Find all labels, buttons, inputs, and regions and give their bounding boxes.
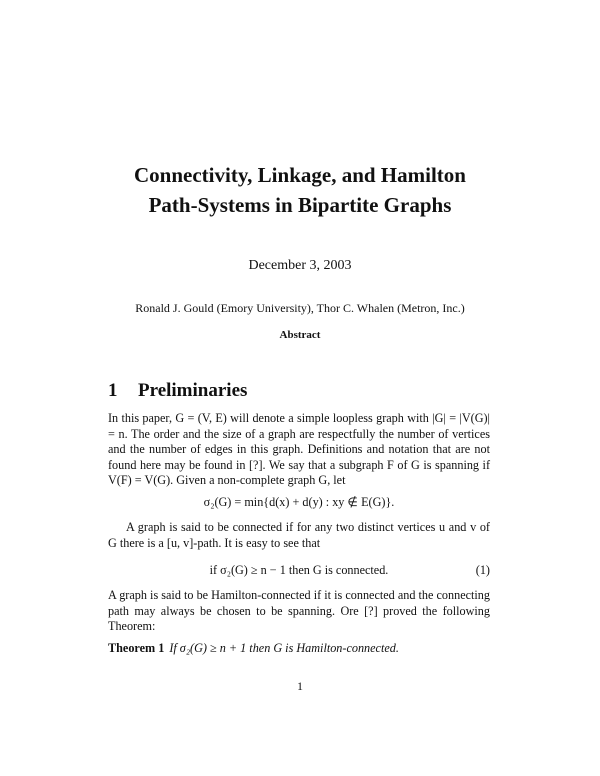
page-number: 1 bbox=[297, 679, 303, 693]
section-heading bbox=[108, 380, 247, 402]
equation-1-number: (1) bbox=[475, 563, 490, 577]
paper-date: December 3, 2003 bbox=[248, 258, 352, 273]
title-line-2: Path-Systems in Bipartite Graphs bbox=[148, 193, 452, 217]
paragraph-1: In this paper, G = (V, E) will denote a simple loopless graph with |G| = |V(G)| = n. The order and the size of a graph are respectfully the number of vertices and the number of edges in this graph. Definitions and notation that are not found here may be found in [?]. We say that a subgraph F of G is spanning if V(F) = V(G). Given a non-complete graph G, let bbox=[108, 411, 490, 488]
equation-sigma2: σ₂(G) = min{d(x) + d(y) : xy ∉ E(G)}. bbox=[203, 495, 395, 509]
section-number: 1 bbox=[108, 380, 118, 401]
title-line-1: Connectivity, Linkage, and Hamilton bbox=[134, 163, 466, 187]
theorem-label: Theorem 1 bbox=[108, 641, 165, 655]
section-title: Preliminaries bbox=[138, 380, 248, 401]
abstract-heading: Abstract bbox=[279, 329, 321, 341]
paragraph-3: A graph is said to be Hamilton-connected if it is connected and the connecting path may always be chosen to be spanning. Ore [?] proved the following Theorem: bbox=[108, 588, 490, 634]
theorem-statement: If σ₂(G) ≥ n + 1 then G is Hamilton-connected. bbox=[169, 641, 399, 655]
paper-title bbox=[0, 160, 600, 220]
paragraph-2: A graph is said to be connected if for any two distinct vertices u and v of G there is a [u, v]-path. It is easy to see that bbox=[108, 520, 490, 550]
theorem-1 bbox=[108, 641, 490, 656]
paper-authors: Ronald J. Gould (Emory University), Thor C. Whalen (Metron, Inc.) bbox=[135, 301, 465, 315]
equation-1-expression: if σ₂(G) ≥ n − 1 then G is connected. bbox=[209, 563, 389, 577]
